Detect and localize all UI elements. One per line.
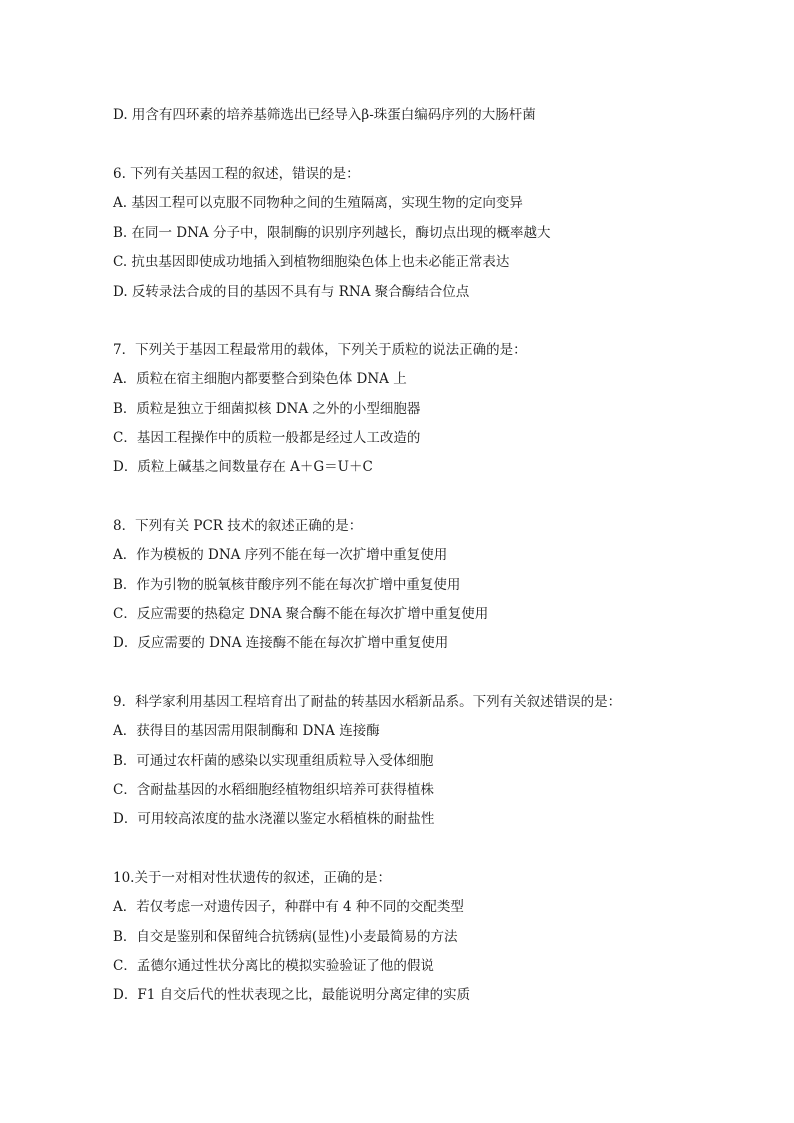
q6-option-b: B. 在同一 DNA 分子中，限制酶的识别序列越长，酶切点出现的概率越大 (113, 225, 551, 241)
q10-option-d: D．F1 自交后代的性状表现之比，最能说明分离定律的实质 (113, 987, 471, 1003)
q10-option-a: A．若仅考虑一对遗传因子，种群中有 4 种不同的交配类型 (113, 899, 464, 915)
q10-stem: 10.关于一对相对性状遗传的叙述，正确的是： (113, 870, 391, 886)
q6-option-a: A. 基因工程可以克服不同物种之间的生殖隔离，实现生物的定向变异 (113, 195, 523, 211)
q9-option-d: D．可用较高浓度的盐水浇灌以鉴定水稻植株的耐盐性 (113, 811, 435, 827)
q7-stem: 7．下列关于基因工程最常用的载体，下列关于质粒的说法正确的是： (113, 342, 527, 358)
q6-option-d: D. 反转录法合成的目的基因不具有与 RNA 聚合酶结合位点 (113, 284, 470, 300)
q8-option-c: C．反应需要的热稳定 DNA 聚合酶不能在每次扩增中重复使用 (113, 606, 489, 622)
q6-option-c: C. 抗虫基因即使成功地插入到植物细胞染色体上也未必能正常表达 (113, 254, 510, 270)
q8-option-a: A．作为模板的 DNA 序列不能在每一次扩增中重复使用 (113, 547, 448, 563)
q9-option-b: B．可通过农杆菌的感染以实现重组质粒导入受体细胞 (113, 753, 434, 769)
q6-stem: 6. 下列有关基因工程的叙述，错误的是： (113, 166, 360, 182)
q9-stem: 9．科学家利用基因工程培育出了耐盐的转基因水稻新品系。下列有关叙述错误的是： (113, 694, 622, 710)
q8-stem: 8．下列有关 PCR 技术的叙述正确的是： (113, 518, 363, 534)
q9-option-a: A．获得目的基因需用限制酶和 DNA 连接酶 (113, 723, 380, 739)
q10-option-c: C．孟德尔通过性状分离比的模拟实验验证了他的假说 (113, 958, 434, 974)
q7-option-c: C．基因工程操作中的质粒一般都是经过人工改造的 (113, 430, 421, 446)
q8-option-d: D．反应需要的 DNA 连接酶不能在每次扩增中重复使用 (113, 635, 449, 651)
q10-option-b: B．自交是鉴别和保留纯合抗锈病(显性)小麦最简易的方法 (113, 929, 458, 945)
q7-option-d: D．质粒上碱基之间数量存在 A＋G＝U＋C (113, 459, 373, 475)
q7-option-b: B．质粒是独立于细菌拟核 DNA 之外的小型细胞器 (113, 401, 421, 417)
q8-option-b: B．作为引物的脱氧核苷酸序列不能在每次扩增中重复使用 (113, 577, 461, 593)
q9-option-c: C．含耐盐基因的水稻细胞经植物组织培养可获得植株 (113, 782, 434, 798)
q5-option-d: D. 用含有四环素的培养基筛选出已经导入β-珠蛋白编码序列的大肠杆菌 (113, 107, 536, 123)
q7-option-a: A．质粒在宿主细胞内都要整合到染色体 DNA 上 (113, 371, 407, 387)
